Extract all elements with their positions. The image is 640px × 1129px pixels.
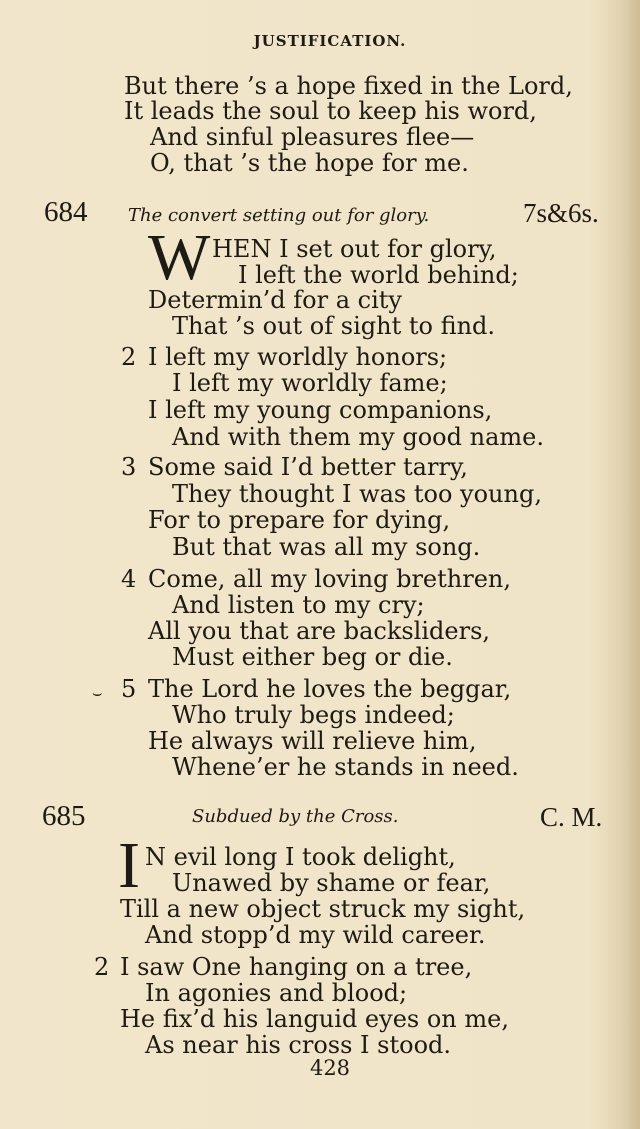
verse-line: Must either beg or die. — [172, 643, 453, 671]
verse-line: I left my worldly honors; — [148, 343, 448, 371]
ink-mark: ⌣ — [92, 683, 103, 702]
running-head: JUSTIFICATION. — [253, 32, 407, 50]
stanza-line: O, that ’s the hope for me. — [150, 149, 469, 177]
hymn-title: Subdued by the Cross. — [192, 806, 399, 827]
drop-cap: W — [148, 221, 211, 294]
verse-line: I saw One hanging on a tree, — [120, 953, 473, 981]
drop-cap: I — [118, 829, 140, 902]
verse-number: 2 — [121, 343, 137, 371]
verse-line: For to prepare for dying, — [148, 506, 451, 534]
hymn-number: 684 — [44, 196, 88, 228]
verse-line: I left the world behind; — [238, 261, 519, 289]
verse-line: They thought I was too young, — [172, 480, 542, 508]
verse-line: Some said I’d better tarry, — [148, 453, 468, 481]
verse-line: Determin’d for a city — [148, 286, 402, 314]
verse-line: In agonies and blood; — [145, 979, 408, 1007]
stanza-line: But there ’s a hope fixed in the Lord, — [124, 72, 573, 100]
hymn-number: 685 — [42, 800, 86, 832]
verse-line: The Lord he loves the beggar, — [148, 675, 512, 703]
verse-line: And listen to my cry; — [172, 591, 425, 619]
verse-line: And stopp’d my wild career. — [145, 921, 486, 949]
verse-line: Whene’er he stands in need. — [172, 753, 519, 781]
verse-number: 2 — [94, 953, 110, 981]
verse-line: Come, all my loving brethren, — [148, 565, 511, 593]
verse-line: N evil long I took delight, — [145, 843, 456, 871]
verse-number: 4 — [121, 565, 137, 593]
hymn-meter: C. M. — [540, 802, 603, 832]
stanza-line: And sinful pleasures flee— — [150, 123, 475, 151]
verse-line: All you that are backsliders, — [148, 617, 491, 645]
verse-line: HEN I set out for glory, — [212, 235, 497, 263]
verse-line: He always will relieve him, — [148, 727, 477, 755]
verse-line: Till a new object struck my sight, — [120, 895, 526, 923]
hymn-meter: 7s&6s. — [523, 198, 599, 228]
verse-number: 3 — [121, 453, 137, 481]
verse-line: Who truly begs indeed; — [172, 701, 455, 729]
verse-line: He fix’d his languid eyes on me, — [120, 1005, 509, 1033]
verse-line: I left my worldly fame; — [172, 369, 448, 397]
stanza-line: It leads the soul to keep his word, — [124, 97, 537, 125]
verse-line: That ’s out of sight to find. — [172, 312, 496, 340]
page-number: 428 — [309, 1056, 351, 1080]
verse-line: Unawed by shame or fear, — [172, 869, 491, 897]
verse-line: As near his cross I stood. — [145, 1031, 452, 1059]
verse-line: I left my young companions, — [148, 396, 493, 424]
verse-line: But that was all my song. — [172, 533, 481, 561]
verse-line: And with them my good name. — [172, 423, 544, 451]
verse-number: 5 — [121, 675, 137, 703]
hymn-title: The convert setting out for glory. — [128, 205, 430, 226]
